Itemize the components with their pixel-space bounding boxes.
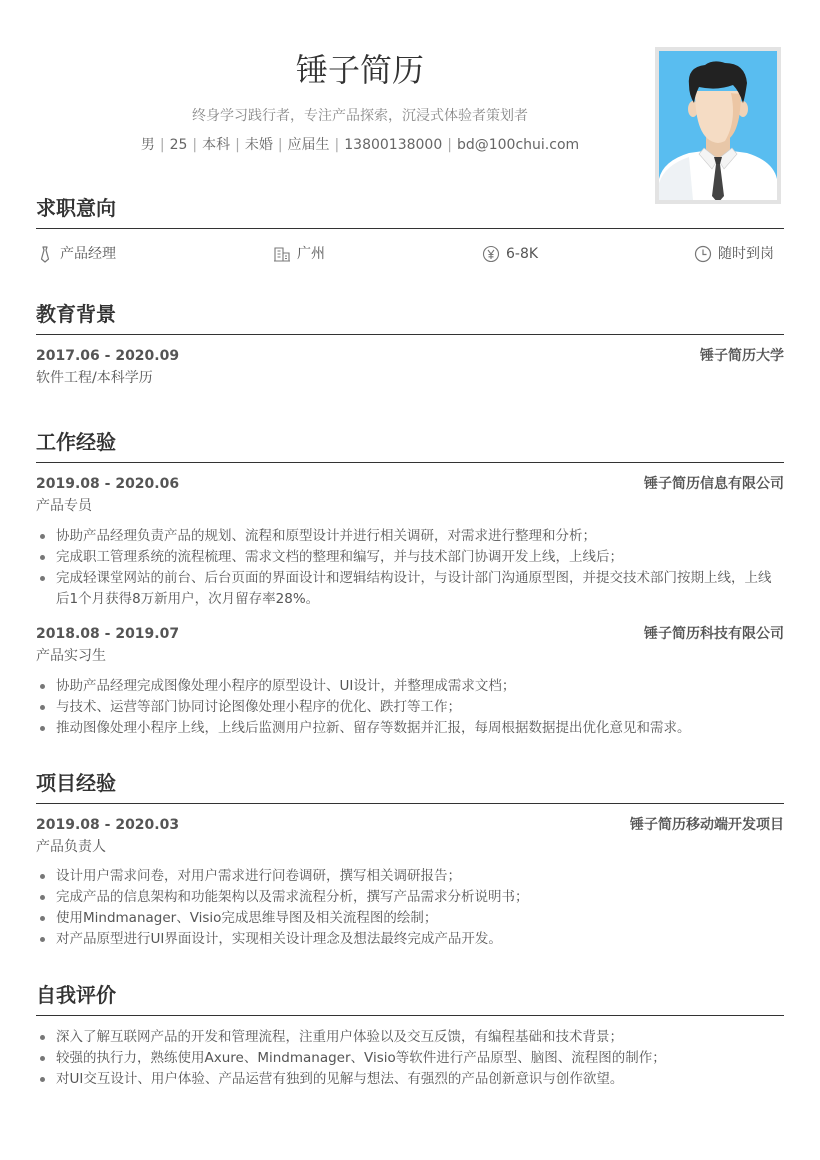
job-entry-header (36, 474, 784, 494)
job-duties-list (36, 526, 784, 610)
avatar (655, 47, 781, 204)
marital-status: 未婚 (244, 137, 273, 153)
intent-position (36, 243, 116, 265)
list-item: 协助产品经理负责产品的规划、流程和原型设计并进行相关调研，对需求进行整理和分析； (36, 526, 784, 547)
separator: | (334, 137, 340, 153)
building-icon (273, 245, 291, 263)
list-item: 完成轻课堂网站的前台、后台页面的界面设计和逻辑结构设计，与设计部门沟通原型图，并提交技术部门按期上线，上线后1个月获得8万新用户，次月留存率28%。 (36, 568, 784, 610)
degree: 本科 (202, 137, 231, 153)
section-divider (36, 462, 784, 463)
intent-availability (694, 243, 774, 265)
resume-name: 锤子简历 (295, 51, 424, 89)
resume-motto: 终身学习践行者，专注产品探索，沉浸式体验者策划者 (192, 108, 528, 124)
candidate-type: 应届生 (287, 137, 330, 153)
phone: 13800138000 (344, 137, 443, 153)
separator: | (447, 137, 452, 153)
intent-salary-label: 6-8K (506, 246, 539, 262)
age: 25 (169, 137, 188, 153)
job-role: 产品专员 (36, 498, 92, 514)
list-item: 协助产品经理完成图像处理小程序的原型设计、UI设计，并整理成需求文档； (36, 676, 784, 697)
list-item: 推动图像处理小程序上线，上线后监测用户拉新、留存等数据并汇报，每周根据数据提出优化意见和需求。 (36, 718, 784, 739)
tie-icon (36, 245, 54, 263)
project-duties-list (36, 866, 784, 950)
company-name: 锤子简历科技有限公司 (644, 626, 784, 642)
job-entry-header (36, 624, 784, 644)
education-date: 2017.06 - 2020.09 (36, 348, 180, 364)
intent-city (273, 243, 325, 265)
resume-header (0, 0, 820, 210)
job-duties-list (36, 676, 784, 739)
list-item: 完成产品的信息架构和功能架构以及需求流程分析，撰写产品需求分析说明书； (36, 887, 784, 908)
self-section-title: 自我评价 (36, 983, 116, 1007)
list-item: 使用Mindmanager、Visio完成思维导图及相关流程图的绘制； (36, 908, 784, 929)
education-entry-header (36, 346, 784, 366)
section-divider (36, 1015, 784, 1016)
section-divider (36, 803, 784, 804)
section-divider (36, 228, 784, 229)
intent-availability-label: 随时到岗 (718, 246, 774, 262)
education-section-title: 教育背景 (36, 302, 116, 326)
separator: | (192, 137, 198, 153)
list-item: 较强的执行力，熟练使用Axure、Mindmanager、Visio等软件进行产品原型、脑图、流程图的制作； (36, 1048, 784, 1069)
list-item: 对产品原型进行UI界面设计，实现相关设计理念及想法最终完成产品开发。 (36, 929, 784, 950)
list-item: 完成职工管理系统的流程梳理、需求文档的整理和编写，并与技术部门协调开发上线，上线后； (36, 547, 784, 568)
intent-position-label: 产品经理 (60, 246, 116, 262)
intent-section-title: 求职意向 (36, 196, 116, 220)
separator: | (159, 137, 165, 153)
list-item: 与技术、运营等部门协同讨论图像处理小程序的优化、跌打等工作； (36, 697, 784, 718)
intent-city-label: 广州 (297, 246, 325, 262)
company-name: 锤子简历信息有限公司 (644, 476, 784, 492)
job-role: 产品实习生 (36, 648, 106, 664)
education-major: 软件工程/本科学历 (36, 370, 153, 386)
project-section-title: 项目经验 (36, 771, 116, 795)
intent-salary (482, 243, 538, 265)
job-date: 2018.08 - 2019.07 (36, 626, 180, 642)
separator: | (277, 137, 283, 153)
project-name: 锤子简历移动端开发项目 (630, 817, 784, 833)
yen-icon (482, 245, 500, 263)
list-item: 深入了解互联网产品的开发和管理流程，注重用户体验以及交互反馈，有编程基础和技术背景； (36, 1027, 784, 1048)
project-role: 产品负责人 (36, 839, 106, 855)
section-divider (36, 334, 784, 335)
work-section-title: 工作经验 (36, 430, 116, 454)
email: bd@100chui.com (456, 137, 580, 153)
project-entry-header (36, 815, 784, 835)
separator: | (235, 137, 240, 153)
job-date: 2019.08 - 2020.06 (36, 476, 180, 492)
clock-icon (694, 245, 712, 263)
personal-info (0, 135, 720, 155)
self-evaluation-list (36, 1027, 784, 1090)
list-item: 对UI交互设计、用户体验、产品运营有独到的见解与想法、有强烈的产品创新意识与创作欲望。 (36, 1069, 784, 1090)
list-item: 设计用户需求问卷，对用户需求进行问卷调研，撰写相关调研报告； (36, 866, 784, 887)
gender: 男 (140, 137, 155, 153)
school-name: 锤子简历大学 (700, 348, 784, 364)
job-intent-row (36, 243, 784, 265)
project-date: 2019.08 - 2020.03 (36, 817, 180, 833)
